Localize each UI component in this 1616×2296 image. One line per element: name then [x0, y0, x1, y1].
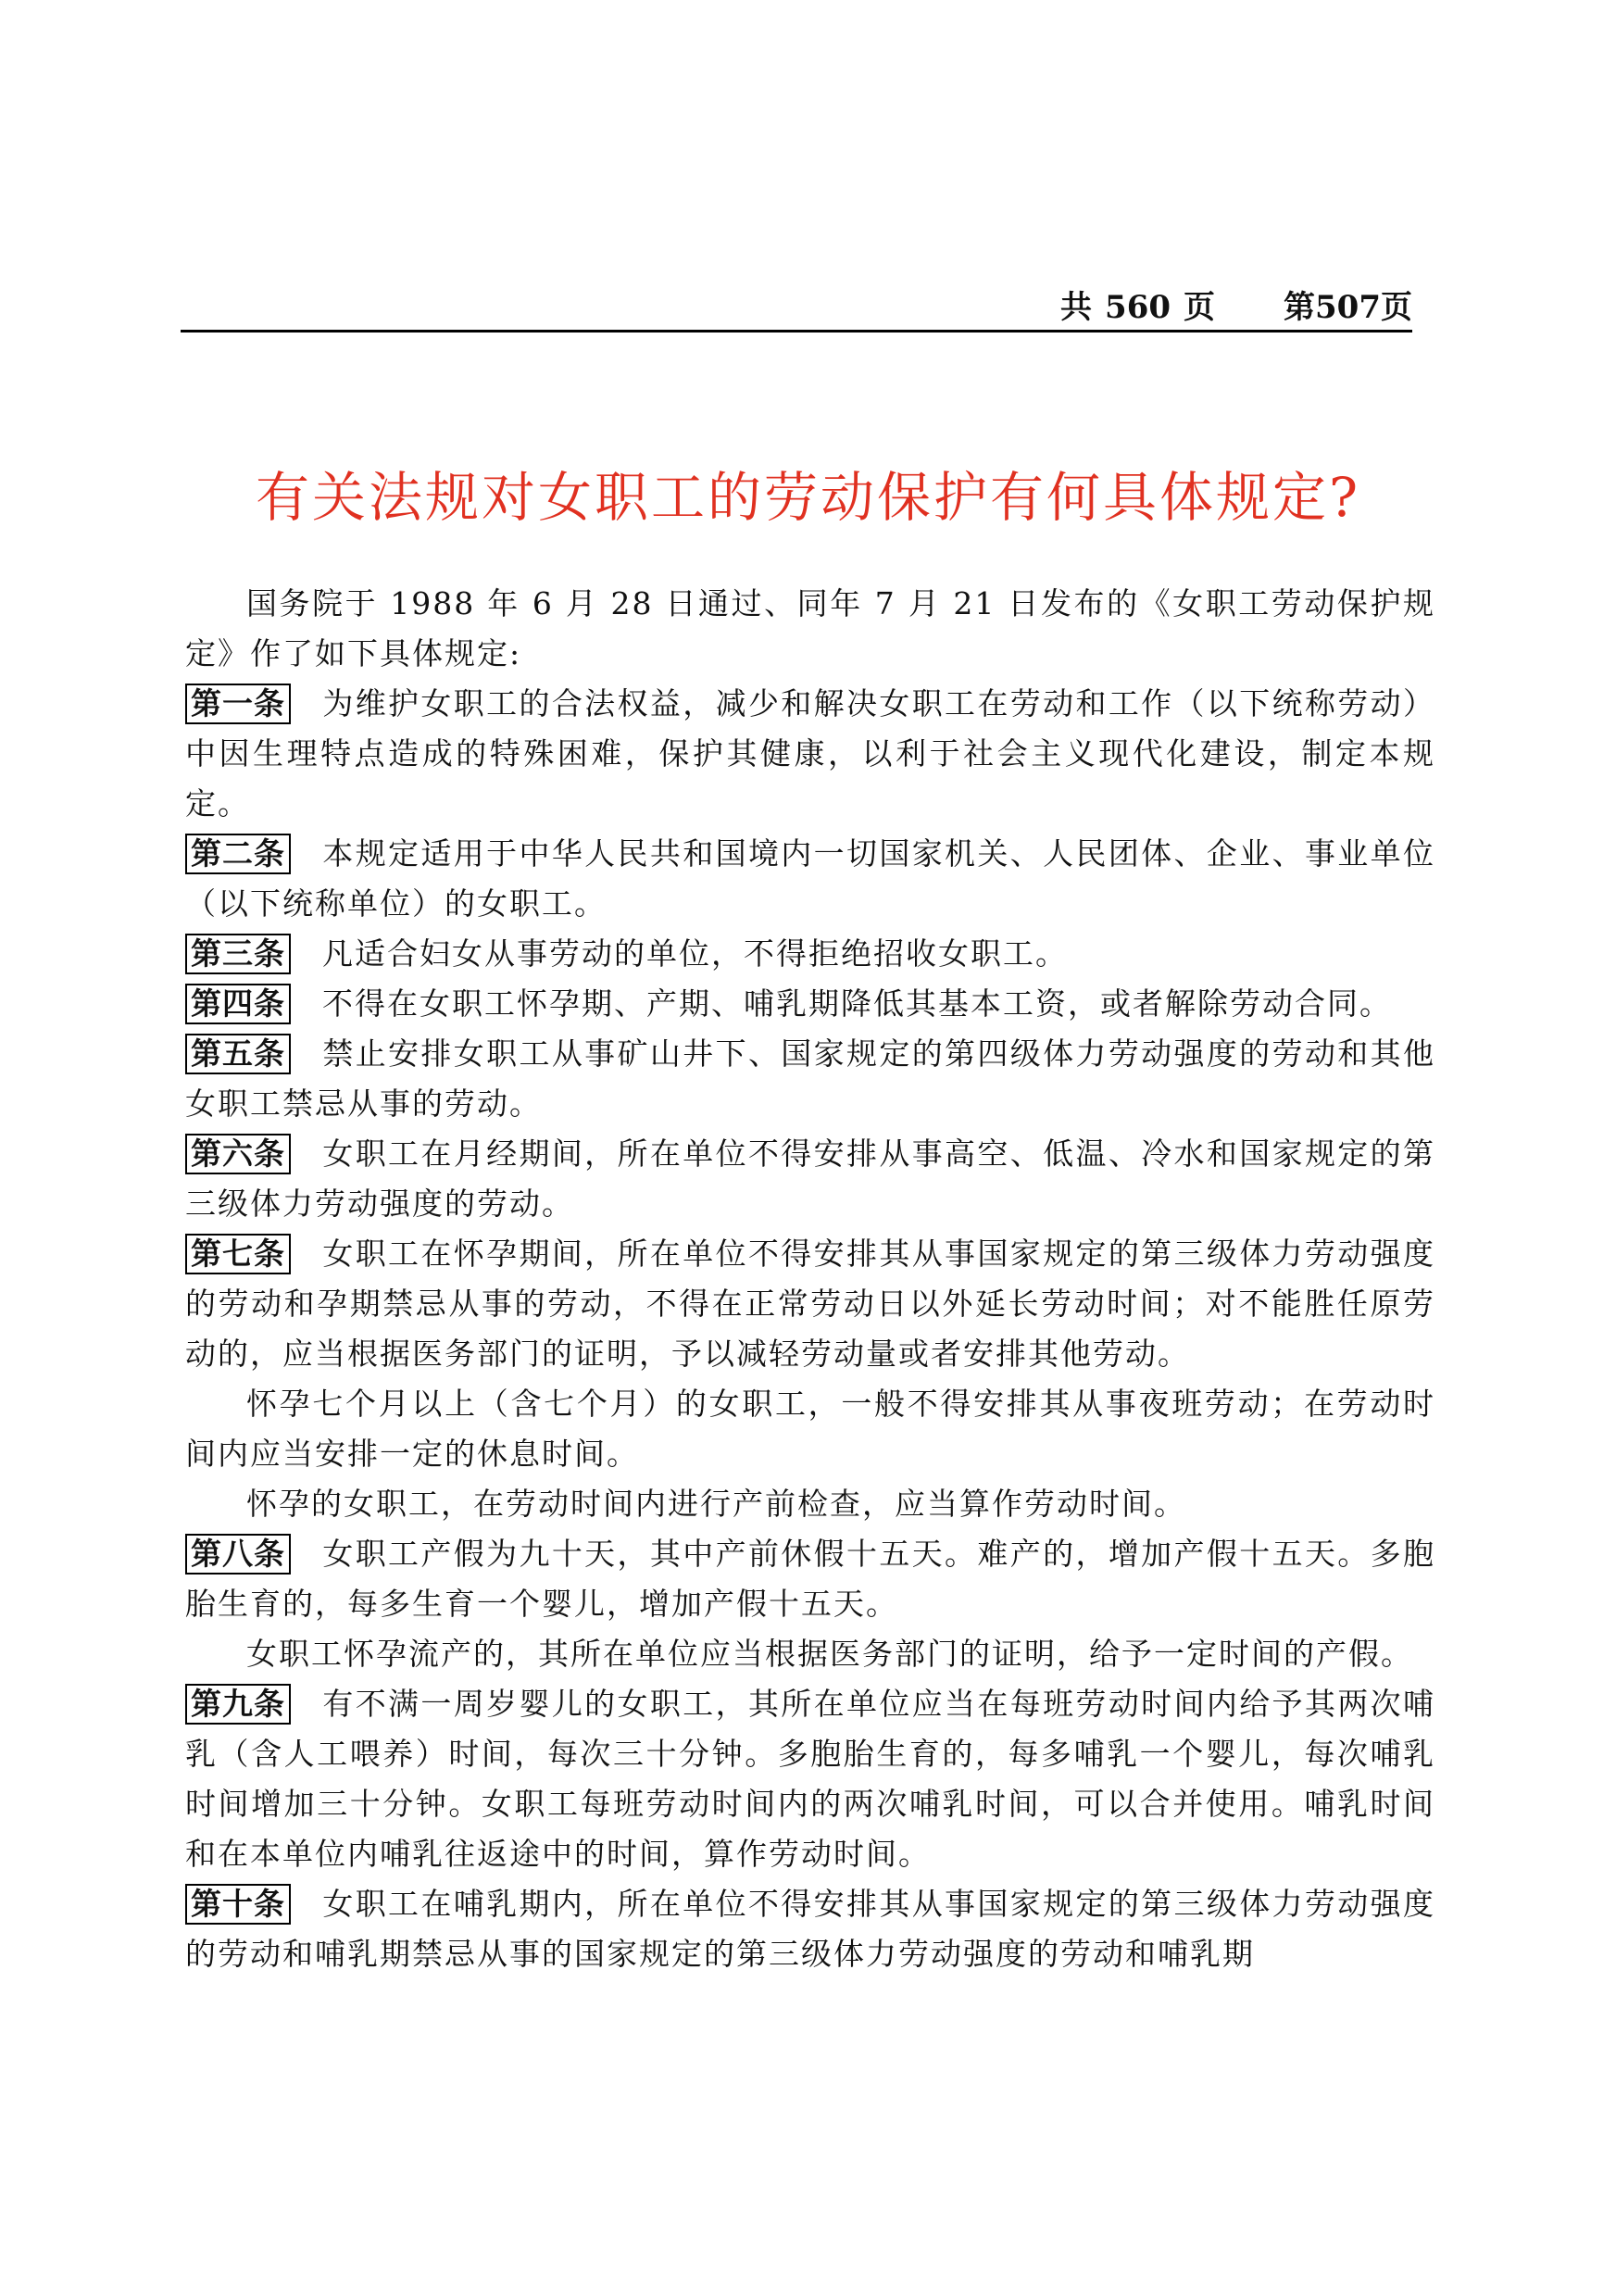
article-text: 女职工在哺乳期内，所在单位不得安排其从事国家规定的第三级体力劳动强度的劳动和哺乳期禁忌从事的国家规定的第三级体力劳动强度的劳动和哺乳期 [185, 1886, 1435, 1972]
article-tag: 第九条 [185, 1684, 291, 1725]
article-text: 本规定适用于中华人民共和国境内一切国家机关、人民团体、企业、事业单位（以下统称单位）的女职工。 [185, 835, 1435, 922]
article-1 [185, 679, 1435, 829]
article-2 [185, 829, 1435, 929]
article-text: 女职工产假为九十天，其中产前休假十五天。难产的，增加产假十五天。多胞胎生育的，每多生育一个婴儿，增加产假十五天。 [185, 1536, 1435, 1622]
article-10 [185, 1879, 1435, 1979]
article-4 [185, 979, 1435, 1029]
article-text: 为维护女职工的合法权益，减少和解决女职工在劳动和工作（以下统称劳动）中因生理特点造成的特殊困难，保护其健康，以利于社会主义现代化建设，制定本规定。 [185, 685, 1435, 822]
article-tag: 第八条 [185, 1534, 291, 1575]
intro-paragraph: 国务院于 1988 年 6 月 28 日通过、同年 7 月 21 日发布的《女职工劳动保护规定》作了如下具体规定: [185, 585, 1435, 671]
article-tag: 第四条 [185, 984, 291, 1024]
total-pages-unit: 页 [1184, 289, 1216, 326]
article-3 [185, 929, 1435, 979]
article-tag: 第七条 [185, 1234, 291, 1274]
document-body [185, 579, 1435, 1979]
article-text: 女职工在月经期间，所在单位不得安排从事高空、低温、冷水和国家规定的第三级体力劳动强度的劳动。 [185, 1135, 1435, 1222]
document-title: 有关法规对女职工的劳动保护有何具体规定? [255, 466, 1361, 529]
article-tag: 第五条 [185, 1034, 291, 1074]
article-5 [185, 1029, 1435, 1129]
article-8 [185, 1529, 1435, 1629]
article-8-paragraph-2: 女职工怀孕流产的，其所在单位应当根据医务部门的证明，给予一定时间的产假。 [246, 1636, 1413, 1672]
article-text: 禁止安排女职工从事矿山井下、国家规定的第四级体力劳动强度的劳动和其他女职工禁忌从事的劳动。 [185, 1035, 1435, 1122]
total-pages: 560 [1105, 289, 1171, 326]
article-9 [185, 1679, 1435, 1879]
current-page-label: 第507页 [1284, 289, 1412, 326]
article-text: 有不满一周岁婴儿的女职工，其所在单位应当在每班劳动时间内给予其两次哺乳（含人工喂养）时间，每次三十分钟。多胞胎生育的，每多哺乳一个婴儿，每次哺乳时间增加三十分钟。女职工每班劳动时间内的两次哺乳时间，可以合并使用。哺乳时间和在本单位内哺乳往返途中的时间，算作劳动时间。 [185, 1686, 1435, 1872]
article-6 [185, 1129, 1435, 1229]
article-tag: 第六条 [185, 1134, 291, 1174]
article-7 [185, 1229, 1435, 1379]
article-text: 不得在女职工怀孕期、产期、哺乳期降低其基本工资，或者解除劳动合同。 [322, 985, 1392, 1022]
article-7-paragraph-2: 怀孕七个月以上（含七个月）的女职工，一般不得安排其从事夜班劳动；在劳动时间内应当安排一定的休息时间。 [185, 1386, 1435, 1472]
article-text: 凡适合妇女从事劳动的单位，不得拒绝招收女职工。 [322, 935, 1068, 972]
article-7-paragraph-3: 怀孕的女职工，在劳动时间内进行产前检查，应当算作劳动时间。 [246, 1486, 1186, 1522]
total-pages-label: 共 [1060, 289, 1093, 326]
page-header [181, 278, 1412, 332]
article-tag: 第二条 [185, 834, 291, 874]
article-tag: 第一条 [185, 684, 291, 724]
page-info [1047, 282, 1412, 327]
article-tag: 第三条 [185, 934, 291, 974]
article-text: 女职工在怀孕期间，所在单位不得安排其从事国家规定的第三级体力劳动强度的劳动和孕期禁忌从事的劳动，不得在正常劳动日以外延长劳动时间；对不能胜任原劳动的，应当根据医务部门的证明，予以减轻劳动量或者安排其他劳动。 [185, 1236, 1435, 1372]
article-tag: 第十条 [185, 1884, 291, 1925]
